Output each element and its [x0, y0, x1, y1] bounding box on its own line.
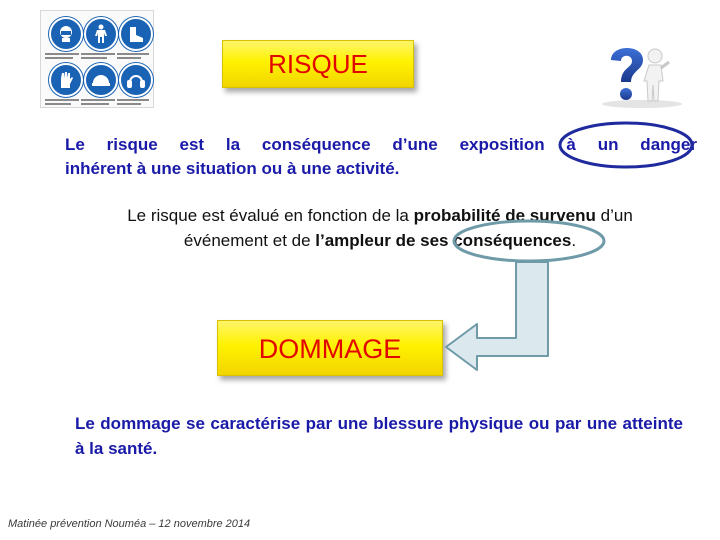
slide-title: RISQUE	[222, 40, 414, 88]
evaluation-text: événement et de	[183, 231, 316, 250]
evaluation-consequences: l’ampleur de ses conséquences	[315, 231, 572, 250]
evaluation-text: Le risque est évalué en fonction de la	[127, 206, 414, 225]
evaluation-probability: probabilité de survenu	[413, 206, 596, 225]
connector-arrow	[446, 262, 548, 370]
risk-definition-line1: Le risque est la conséquence d’une exposition à un danger	[65, 135, 697, 154]
danger-highlight-ellipse	[560, 123, 692, 167]
risk-definition-line2: inhérent à une situation ou à une activité.	[65, 159, 400, 178]
consequences-highlight-ellipse	[454, 221, 604, 261]
evaluation-text: d’un	[595, 206, 633, 225]
dommage-definition: Le dommage se caractérise par une blessure physique ou par une atteinte à la santé.	[75, 414, 683, 458]
dommage-title: DOMMAGE	[217, 320, 443, 376]
evaluation-text: .	[571, 231, 577, 250]
footer-text: Matinée prévention Nouméa – 12 novembre 2014	[8, 518, 251, 530]
